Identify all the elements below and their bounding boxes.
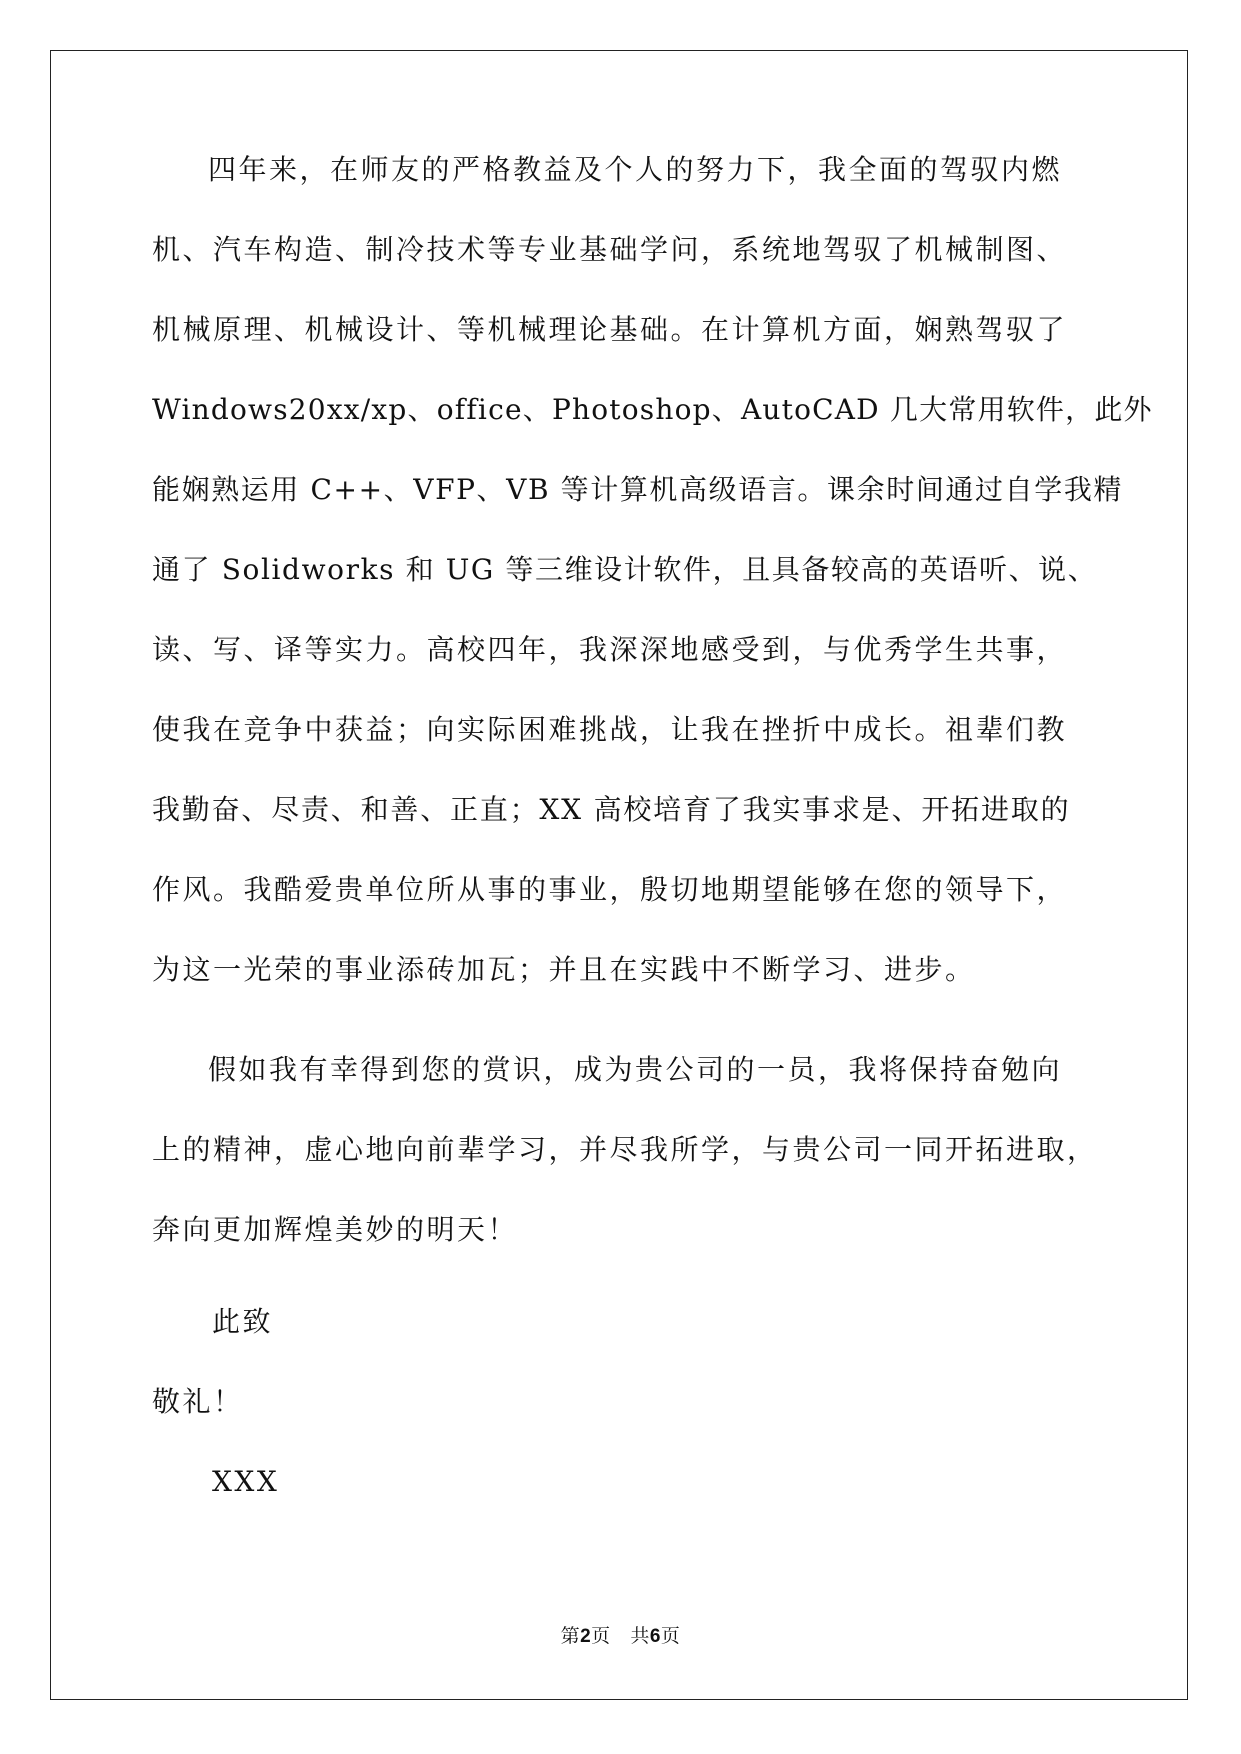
current-page-number: 2 — [580, 1626, 592, 1647]
paragraph-line: 机械原理、机械设计、等机械理论基础。在计算机方面，娴熟驾驭了 — [152, 313, 1068, 346]
salutation: 此致 — [212, 1305, 274, 1338]
paragraph-line: 机、汽车构造、制冷技术等专业基础学问，系统地驾驭了机械制图、 — [152, 233, 1068, 266]
paragraph-line: 通了 Solidworks 和 UG 等三维设计软件，且具备较高的英语听、说、 — [152, 553, 1098, 586]
paragraph-line: 为这一光荣的事业添砖加瓦；并且在实践中不断学习、进步。 — [152, 953, 976, 986]
paragraph-line: 四年来，在师友的严格教益及个人的努力下，我全面的驾驭内燃 — [208, 153, 1063, 186]
footer-prefix: 第 — [560, 1625, 581, 1647]
total-page-number: 6 — [649, 1626, 661, 1647]
signature: XXX — [212, 1465, 280, 1498]
paragraph-line: 假如我有幸得到您的赏识，成为贵公司的一员，我将保持奋勉向 — [208, 1053, 1063, 1086]
paragraph-line: 读、写、译等实力。高校四年，我深深地感受到，与优秀学生共事， — [152, 633, 1068, 666]
footer-total-prefix: 共 — [630, 1625, 650, 1647]
regards: 敬礼！ — [152, 1385, 244, 1418]
paragraph-line: 奔向更加辉煌美妙的明天！ — [152, 1213, 519, 1246]
paragraph-line: 作风。我酷爱贵单位所从事的事业，殷切地期望能够在您的领导下， — [152, 873, 1068, 906]
footer-total-suffix: 页 — [660, 1625, 681, 1647]
paragraph-line: 我勤奋、尽责、和善、正直；XX 高校培育了我实事求是、开拓进取的 — [152, 793, 1071, 826]
paragraph-line: Windows20xx/xp、office、Photoshop、AutoCAD 几大常用软件，此外 — [152, 393, 1153, 426]
paragraph-line: 使我在竞争中获益；向实际困难挑战，让我在挫折中成长。祖辈们教 — [152, 713, 1068, 746]
paragraph-line: 能娴熟运用 C++、VFP、VB 等计算机高级语言。课余时间通过自学我精 — [152, 473, 1124, 506]
page-footer — [0, 1621, 1241, 1648]
footer-page-suffix: 页 — [591, 1625, 611, 1647]
paragraph-line: 上的精神，虚心地向前辈学习，并尽我所学，与贵公司一同开拓进取， — [152, 1133, 1098, 1166]
